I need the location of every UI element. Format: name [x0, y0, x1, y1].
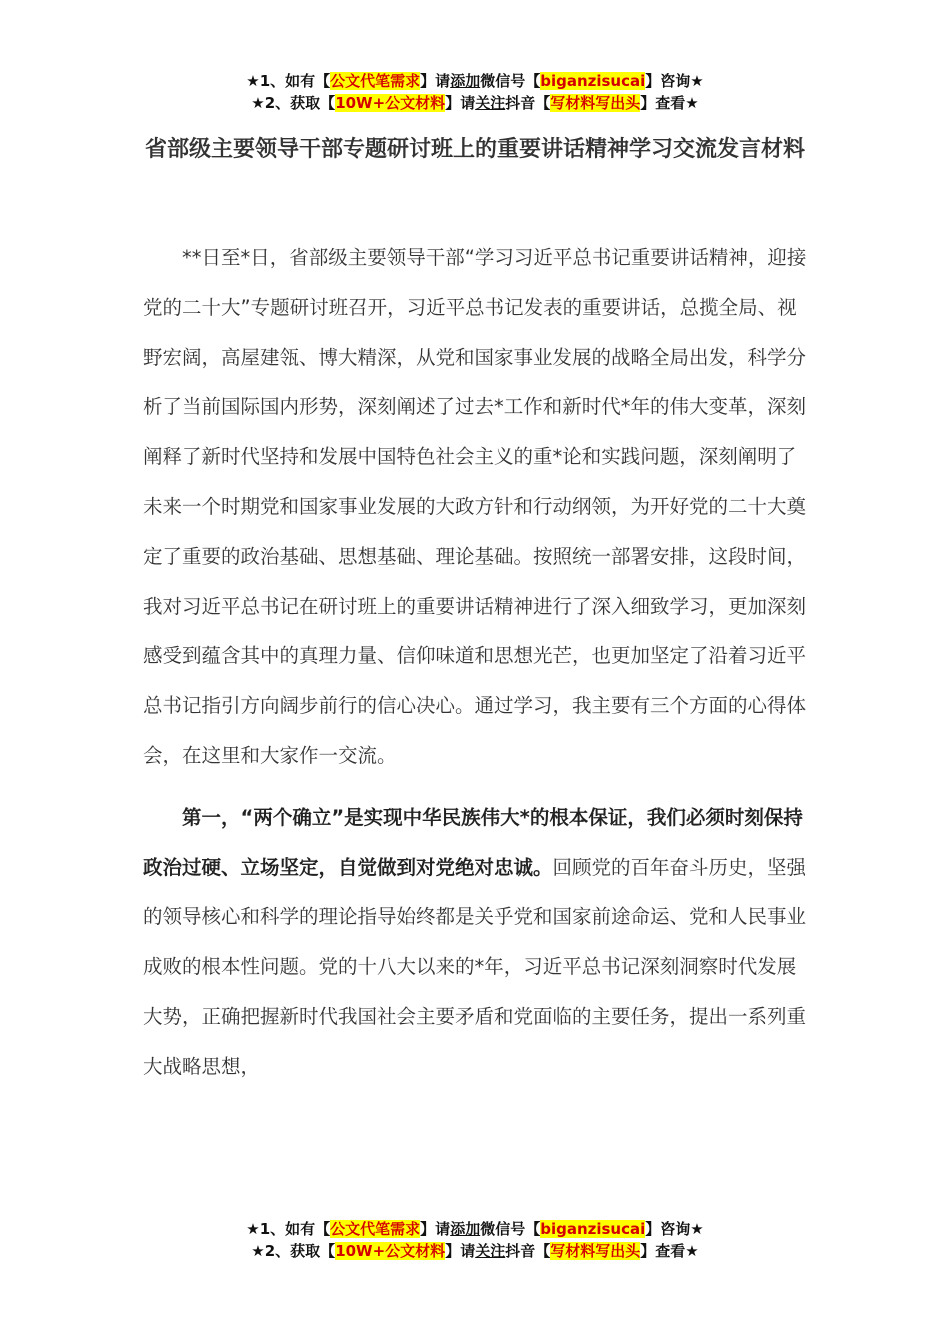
promo-text: 】咨询★ — [645, 1220, 704, 1238]
footer-promo-banner — [0, 1218, 950, 1262]
promo-text: ★1、如有【 — [246, 1220, 331, 1238]
document-body — [143, 233, 808, 1092]
promo-emphasis: 添加 — [450, 72, 481, 90]
document-title: 省部级主要领导干部专题研讨班上的重要讲话精神学习交流发言材料 — [144, 137, 805, 162]
douyin-id-highlight: 写材料写出头 — [550, 1242, 641, 1260]
promo-text: 】咨询★ — [645, 72, 704, 90]
promo-line-2 — [0, 92, 950, 114]
header-promo-banner — [0, 70, 950, 114]
promo-line-1 — [0, 1218, 950, 1240]
promo-text: ★1、如有【 — [246, 72, 331, 90]
body-paragraph-2-text: 回顾党的百年奋斗历史，坚强的领导核心和科学的理论指导始终都是关乎党和国家前途命运、党和人民事业成败的根本性问题。党的十八大以来的*年，习近平总书记深刻洞察时代发展大势，正确把握新时代我国社会主要矛盾和党面临的主要任务，提出一系列重大战略思想， — [143, 855, 807, 1078]
promo-text: 】请 — [445, 94, 476, 112]
promo-emphasis: 关注 — [475, 94, 506, 112]
promo-text: 】请 — [420, 72, 451, 90]
promo-emphasis: 关注 — [475, 1242, 506, 1260]
promo-emphasis: 添加 — [450, 1220, 481, 1238]
promo-highlight: 公文代笔需求 — [330, 72, 421, 90]
promo-highlight: 10W+公文材料 — [335, 1242, 446, 1260]
promo-line-1 — [0, 70, 950, 92]
promo-text: 微信号【 — [480, 72, 541, 90]
douyin-id-highlight: 写材料写出头 — [550, 94, 641, 112]
wechat-id-highlight: biganzisucai — [540, 72, 646, 90]
body-paragraph-1: **日至*日，省部级主要领导干部“学习习近平总书记重要讲话精神，迎接党的二十大”专题研讨班召开，习近平总书记发表的重要讲话，总揽全局、视野宏阔，高屋建瓴、博大精深，从党和国家事业发展的战略全局出发，科学分析了当前国际国内形势，深刻阐述了过去*工作和新时代*年的伟大变革，深刻阐释了新时代坚持和发展中国特色社会主义的重*论和实践问题，深刻阐明了未来一个时期党和国家事业发展的大政方针和行动纲领，为开好党的二十大奠定了重要的政治基础、思想基础、理论基础。按照统一部署安排，这段时间，我对习近平总书记在研讨班上的重要讲话精神进行了深入细致学习，更加深刻感受到蕴含其中的真理力量、信仰味道和思想光芒，也更加坚定了沿着习近平总书记指引方向阔步前行的信心决心。通过学习，我主要有三个方面的心得体会，在这里和大家作一交流。 — [143, 246, 807, 767]
body-paragraph-2 — [143, 793, 808, 1092]
promo-text: 抖音【 — [505, 1242, 551, 1260]
promo-text: 抖音【 — [505, 94, 551, 112]
promo-highlight: 10W+公文材料 — [335, 94, 446, 112]
section-heading-first: 第一，“两个确立”是实现中华民族伟大*的根本保证，我们必须时刻保持政治过硬、立场坚定，自觉做到对党绝对忠诚。 — [143, 805, 803, 879]
wechat-id-highlight: biganzisucai — [540, 1220, 646, 1238]
promo-text: 】请 — [420, 1220, 451, 1238]
promo-text: 微信号【 — [480, 1220, 541, 1238]
promo-line-2 — [0, 1240, 950, 1262]
promo-text: ★2、获取【 — [251, 94, 336, 112]
promo-text: 】请 — [445, 1242, 476, 1260]
promo-text: 】查看★ — [640, 1242, 699, 1260]
promo-text: 】查看★ — [640, 94, 699, 112]
promo-text: ★2、获取【 — [251, 1242, 336, 1260]
promo-highlight: 公文代笔需求 — [330, 1220, 421, 1238]
